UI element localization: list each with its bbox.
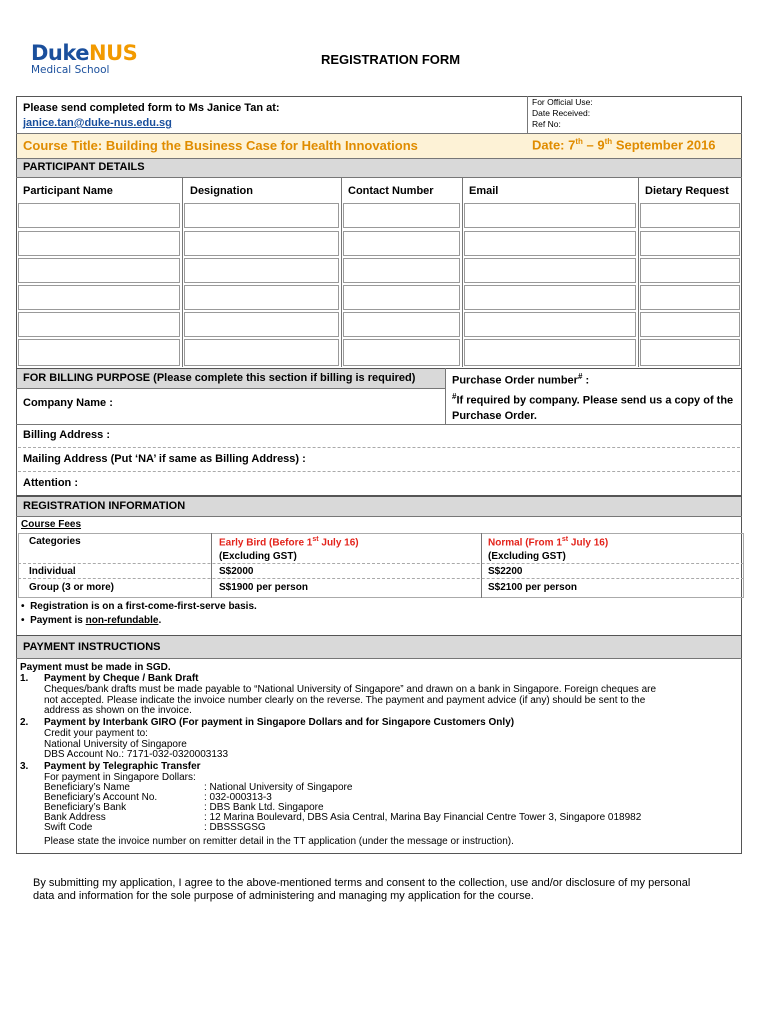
participant-5-email-field[interactable]: [464, 312, 636, 337]
official-use-label: For Official Use:: [532, 97, 593, 107]
logo-subtitle: Medical School: [31, 64, 110, 76]
participant-3-contact-field[interactable]: [343, 258, 460, 283]
payment-1-num: 1.: [20, 673, 29, 684]
payment-2-body: [44, 729, 228, 761]
payment-2-line-1: Credit your payment to:: [44, 728, 148, 739]
participant-2-dietary-field[interactable]: [640, 231, 740, 256]
participant-3-dietary-field[interactable]: [640, 258, 740, 283]
participant-3-designation-field[interactable]: [184, 258, 339, 283]
po-note-line-2: Purchase Order.: [452, 409, 537, 422]
participant-5-name-field[interactable]: [18, 312, 180, 337]
billing-address-field[interactable]: [115, 425, 735, 445]
payment-3-intro: For payment in Singapore Dollars:: [44, 772, 196, 783]
billing-address-label: Billing Address :: [23, 429, 110, 441]
participant-5-contact-field[interactable]: [343, 312, 460, 337]
individual-normal-fee: S$2200: [488, 566, 523, 577]
participant-2-name-field[interactable]: [18, 231, 180, 256]
early-bird-rest: July 16): [318, 537, 359, 549]
participant-1-email-field[interactable]: [464, 203, 636, 228]
po-note: [452, 389, 742, 424]
participant-6-dietary-field[interactable]: [640, 339, 740, 366]
normal-sup: st: [561, 536, 569, 543]
bullet-payment-is: Payment is: [30, 615, 86, 626]
participant-1-designation-field[interactable]: [184, 203, 339, 228]
bullet-first-come-text: Registration is on a first-come-first-serve basis.: [30, 601, 257, 612]
participant-5-designation-field[interactable]: [184, 312, 339, 337]
payment-2-line-3: DBS Account No.: 7171-032-0320003133: [44, 749, 229, 760]
bullet-icon: •: [21, 615, 31, 626]
payment-section-title: PAYMENT INSTRUCTIONS: [23, 641, 161, 653]
participant-2-designation-field[interactable]: [184, 231, 339, 256]
course-title-label: Course Title:: [23, 138, 103, 153]
course-date-day-start: 7: [568, 137, 576, 153]
participant-6-email-field[interactable]: [464, 339, 636, 366]
attention-label: Attention :: [23, 477, 78, 489]
course-date-day-end: 9: [597, 137, 605, 153]
consent-text: [33, 877, 690, 903]
payment-sgd: Payment must be made in SGD.: [20, 662, 171, 673]
payment-3-num: 3.: [20, 761, 29, 772]
participant-1-contact-field[interactable]: [343, 203, 460, 228]
group-normal-fee: S$2100 per person: [488, 582, 577, 593]
fees-row-group: Group (3 or more): [29, 582, 115, 593]
tt-value-beneficiary-name: : National University of Singapore: [204, 782, 353, 793]
participant-6-designation-field[interactable]: [184, 339, 339, 366]
payment-1-line-1: Cheques/bank drafts must be made payable to “National University of Singapore” and drawn on a bank in Singapore. Foreign cheques are: [44, 684, 657, 695]
participant-6-name-field[interactable]: [18, 339, 180, 366]
payment-1-title: Payment by Cheque / Bank Draft: [44, 673, 199, 684]
mailing-address-label: Mailing Address (Put ‘NA’ if same as Billing Address) :: [23, 453, 306, 465]
individual-early-fee: S$2000: [219, 566, 254, 577]
bullet-first-come: [21, 601, 257, 612]
po-label-text: Purchase Order number: [452, 374, 578, 387]
tt-note: Please state the invoice number on remitter detail in the TT application (under the message or instruction).: [44, 836, 514, 847]
course-date-label: Date:: [532, 137, 565, 153]
participant-4-designation-field[interactable]: [184, 285, 339, 310]
course-date-month: September 2016: [612, 137, 716, 153]
participant-3-name-field[interactable]: [18, 258, 180, 283]
participant-5-dietary-field[interactable]: [640, 312, 740, 337]
fees-col-normal: [488, 536, 608, 548]
col-participant-name: Participant Name: [23, 185, 113, 197]
early-bird-title: Early Bird (Before 1: [219, 537, 313, 549]
tt-value-swift: : DBSSSGSG: [204, 822, 266, 833]
fees-col-categories: Categories: [29, 536, 81, 547]
course-date-suffix-end: th: [604, 137, 613, 146]
payment-2-num: 2.: [20, 717, 29, 728]
bullet-non-refundable-text: non-refundable: [85, 615, 159, 626]
bullet-icon: •: [21, 601, 31, 612]
participant-4-dietary-field[interactable]: [640, 285, 740, 310]
col-dietary-request: Dietary Request: [645, 185, 729, 197]
fees-col-early-bird: [219, 536, 359, 548]
col-contact-number: Contact Number: [348, 185, 434, 197]
company-name-label: Company Name :: [23, 397, 113, 409]
participant-4-contact-field[interactable]: [343, 285, 460, 310]
send-to-email[interactable]: janice.tan@duke-nus.edu.sg: [23, 117, 172, 129]
tt-key-bank: Beneficiary’s Bank: [44, 802, 127, 813]
po-note-mark: #: [452, 392, 457, 401]
early-bird-excl-gst: (Excluding GST): [219, 551, 297, 562]
participant-1-name-field[interactable]: [18, 203, 180, 228]
po-number-label: [452, 372, 589, 387]
registration-section-title: REGISTRATION INFORMATION: [23, 500, 186, 512]
billing-header: FOR BILLING PURPOSE (Please complete this section if billing is required): [23, 372, 416, 384]
payment-2-title: Payment by Interbank GIRO (For payment in Singapore Dollars and for Singapore Customers Only): [44, 717, 515, 728]
company-name-field[interactable]: [120, 390, 442, 420]
logo-nus-text: NUS: [89, 41, 138, 65]
participant-section-title: PARTICIPANT DETAILS: [23, 161, 145, 173]
mailing-address-field[interactable]: [310, 449, 735, 469]
course-date-dash: –: [582, 137, 598, 153]
tt-key-swift: Swift Code: [44, 822, 93, 833]
participant-1-dietary-field[interactable]: [640, 203, 740, 228]
tt-key-beneficiary-name: Beneficiary’s Name: [44, 782, 130, 793]
tt-value-bank-address: : 12 Marina Boulevard, DBS Asia Central, Marina Bay Financial Centre Tower 3, Singapore 018982: [204, 812, 642, 823]
group-early-fee: S$1900 per person: [219, 582, 308, 593]
tt-value-account-no: : 032-000313-3: [204, 792, 272, 803]
send-to-text: Please send completed form to Ms Janice Tan at:: [23, 102, 280, 114]
payment-3-title: Payment by Telegraphic Transfer: [44, 761, 201, 772]
po-note-line-1: If required by company. Please send us a copy of the: [456, 394, 734, 407]
course-title: [23, 138, 418, 153]
consent-line-2: data and information for the sole purpose of administering and managing my application for the course.: [33, 890, 534, 902]
normal-rest: July 16): [568, 537, 609, 549]
col-designation: Designation: [190, 185, 253, 197]
normal-title: Normal (From 1: [488, 537, 562, 549]
payment-1-line-2: not accepted. Please indicate the invoice number clearly on the reverse. The payment and payment advice (if any) should be sent to the: [44, 694, 646, 706]
col-email: Email: [469, 185, 499, 197]
payment-1-body: [44, 685, 656, 717]
normal-excl-gst: (Excluding GST): [488, 551, 566, 562]
participant-4-email-field[interactable]: [464, 285, 636, 310]
payment-1-line-3: address as shown on the invoice.: [44, 705, 192, 716]
duke-nus-logo: [31, 41, 137, 65]
logo-duke-text: Duke: [31, 41, 90, 65]
fees-row-individual: Individual: [29, 566, 76, 577]
course-title-name: Building the Business Case for Health Innovations: [105, 138, 418, 153]
early-bird-sup: st: [312, 536, 319, 543]
date-received-label: Date Received:: [532, 108, 591, 118]
bullet-non-refundable: [21, 615, 161, 626]
bullet-period: .: [158, 615, 162, 626]
participant-4-name-field[interactable]: [18, 285, 180, 310]
po-label-colon: :: [582, 374, 590, 387]
participant-2-email-field[interactable]: [464, 231, 636, 256]
course-fees-label: Course Fees: [21, 519, 82, 530]
tt-key-bank-address: Bank Address: [44, 812, 106, 823]
participant-3-email-field[interactable]: [464, 258, 636, 283]
attention-field[interactable]: [85, 473, 735, 493]
form-title: REGISTRATION FORM: [321, 52, 461, 67]
tt-key-account-no: Beneficiary’s Account No.: [44, 792, 158, 803]
course-date-suffix-start: th: [575, 137, 583, 146]
tt-value-bank: : DBS Bank Ltd. Singapore: [204, 802, 324, 813]
consent-line-1: By submitting my application, I agree to the above-mentioned terms and consent to the collection, use and/or disclosure of my personal: [33, 877, 691, 889]
payment-2-line-2: National University of Singapore: [44, 738, 187, 750]
course-date: [532, 137, 716, 152]
participant-6-contact-field[interactable]: [343, 339, 460, 366]
participant-2-contact-field[interactable]: [343, 231, 460, 256]
po-label-mark: #: [577, 372, 583, 381]
fees-table: [18, 533, 744, 598]
ref-no-label: Ref No:: [532, 119, 561, 129]
